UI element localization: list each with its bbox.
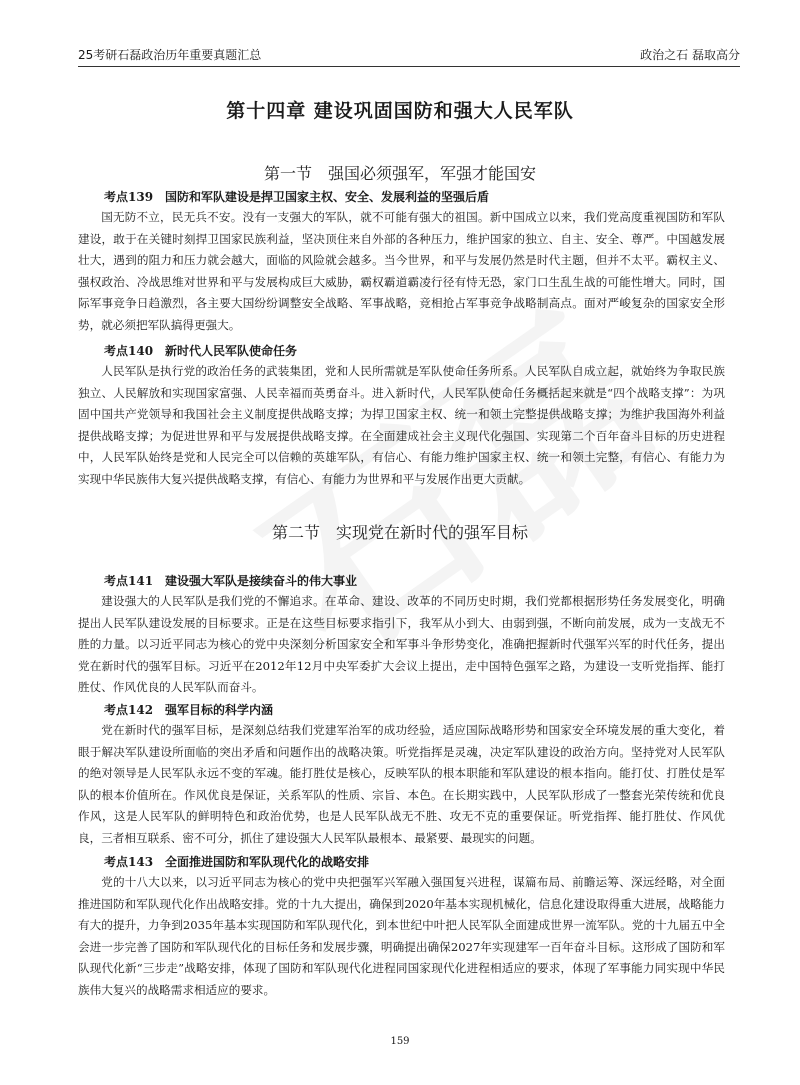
section-title-1: 第一节 强国必须强军，军强才能国安 <box>263 164 536 183</box>
page-header <box>78 46 740 67</box>
chapter-title: 第十四章 建设巩固国防和强大人民军队 <box>226 100 574 122</box>
page-number: 159 <box>390 1036 410 1047</box>
point-text-141: 建设强大的人民军队是我们党的不懈追求。在革命、建设、改革的不同历史时期，我们党都根据形势任务发展变化，明确提出人民军队建设发展的目标要求。正是在这些目标要求指引下，我军从小到大、由弱到强，不断向前发展，成为一支战无不胜的力量。以习近平同志为核心的党中央深刻分析国家安全和军事斗争形势变化，准确把握新时代强军兴军的时代任务，提出党在新时代的强军目标。习近平在2012年12月中央军委扩大会议上提出，走中国特色强军之路，为建设一支听党指挥、能打胜仗、作风优良的人民军队而奋斗。 <box>78 594 725 695</box>
section-title-2: 第二节 实现党在新时代的强军目标 <box>271 523 528 542</box>
point-heading-140: 考点140 新时代人民军队使命任务 <box>104 344 298 358</box>
header-book-title: 25考研石磊政治历年重要真题汇总 <box>78 48 262 62</box>
point-text-139: 国无防不立，民无兵不安。没有一支强大的军队，就不可能有强大的祖国。新中国成立以来，我们党高度重视国防和军队建设，敢于在关键时刻捍卫国家民族利益，坚决顶住来自外部的各种压力，维护国家的独立、自主、安全、尊严。中国越发展壮大，遇到的阻力和压力就会越大，面临的风险就会越多。当今世界，和平与发展仍然是时代主题，但并不太平。霸权主义、强权政治、冷战思维对世界和平与发展构成巨大威胁，霸权霸道霸凌行径有恃无恐，家门口生乱生战的可能性增大。同时，国际军事竞争日趋激烈，各主要大国纷纷调整安全战略、军事战略，竞相抢占军事竞争战略制高点。面对严峻复杂的国家安全形势，就必须把军队搞得更强大。 <box>78 210 725 332</box>
point-text-140: 人民军队是执行党的政治任务的武装集团，党和人民所需就是军队使命任务所系。人民军队自成立起，就始终为争取民族独立、人民解放和实现国家富强、人民幸福而英勇奋斗。进入新时代，人民军队使命任务概括起来就是“四个战略支撑”：为巩固中国共产党领导和我国社会主义制度提供战略支撑；为捍卫国家主权、统一和领土完整提供战略支撑；为维护我国海外利益提供战略支撑；为促进世界和平与发展提供战略支撑。在全面建成社会主义现代化强国、实现第二个百年奋斗目标的历史进程中，人民军队始终是党和人民完全可以信赖的英雄军队，有信心、有能力维护国家主权、统一和领土完整，有信心、有能力为实现中华民族伟大复兴提供战略支撑，有信心、有能力为世界和平与发展作出更大贡献。 <box>78 364 725 486</box>
point-heading-141: 考点141 建设强大军队是接续奋斗的伟大事业 <box>104 574 358 588</box>
header-slogan: 政治之石 磊取高分 <box>640 48 740 62</box>
point-text-142: 党在新时代的强军目标，是深刻总结我们党建军治军的成功经验，适应国际战略形势和国家安全环境发展的重大变化，着眼于解决军队建设所面临的突出矛盾和问题作出的战略决策。听党指挥是灵魂，决定军队建设的政治方向。坚持党对人民军队的绝对领导是人民军队永远不变的军魂。能打胜仗是核心，反映军队的根本职能和军队建设的根本指向。能打仗、打胜仗是军队的根本价值所在。作风优良是保证，关系军队的性质、宗旨、本色。在长期实践中，人民军队形成了一整套光荣传统和优良作风，这是人民军队的鲜明特色和政治优势，也是人民军队战无不胜、攻无不克的重要保证。听党指挥、能打胜仗、作风优良，三者相互联系、密不可分，抓住了建设强大人民军队最根本、最紧要、最现实的问题。 <box>78 723 725 845</box>
point-heading-142: 考点142 强军目标的科学内涵 <box>104 703 274 717</box>
point-heading-143: 考点143 全面推进国防和军队现代化的战略安排 <box>104 855 370 869</box>
point-text-143: 党的十八大以来，以习近平同志为核心的党中央把强军兴军融入强国复兴进程，谋篇布局、前瞻运筹、深远经略，对全面推进国防和军队现代化作出战略安排。党的十九大提出，确保到2020年基本实现机械化，信息化建设取得重大进展，战略能力有大的提升，力争到2035年基本实现国防和军队现代化，到本世纪中叶把人民军队全面建成世界一流军队。党的十九届五中全会进一步完善了国防和军队现代化的目标任务和发展步骤，明确提出确保2027年实现建军一百年奋斗目标。这形成了国防和军队现代化新“三步走”战略安排，体现了国防和军队现代化进程同国家现代化进程相适应的要求，体现了军事能力同实现中华民族伟大复兴的战略需求相适应的要求。 <box>78 875 725 997</box>
point-heading-139: 考点139 国防和军队建设是捍卫国家主权、安全、发展利益的坚强后盾 <box>104 190 490 204</box>
